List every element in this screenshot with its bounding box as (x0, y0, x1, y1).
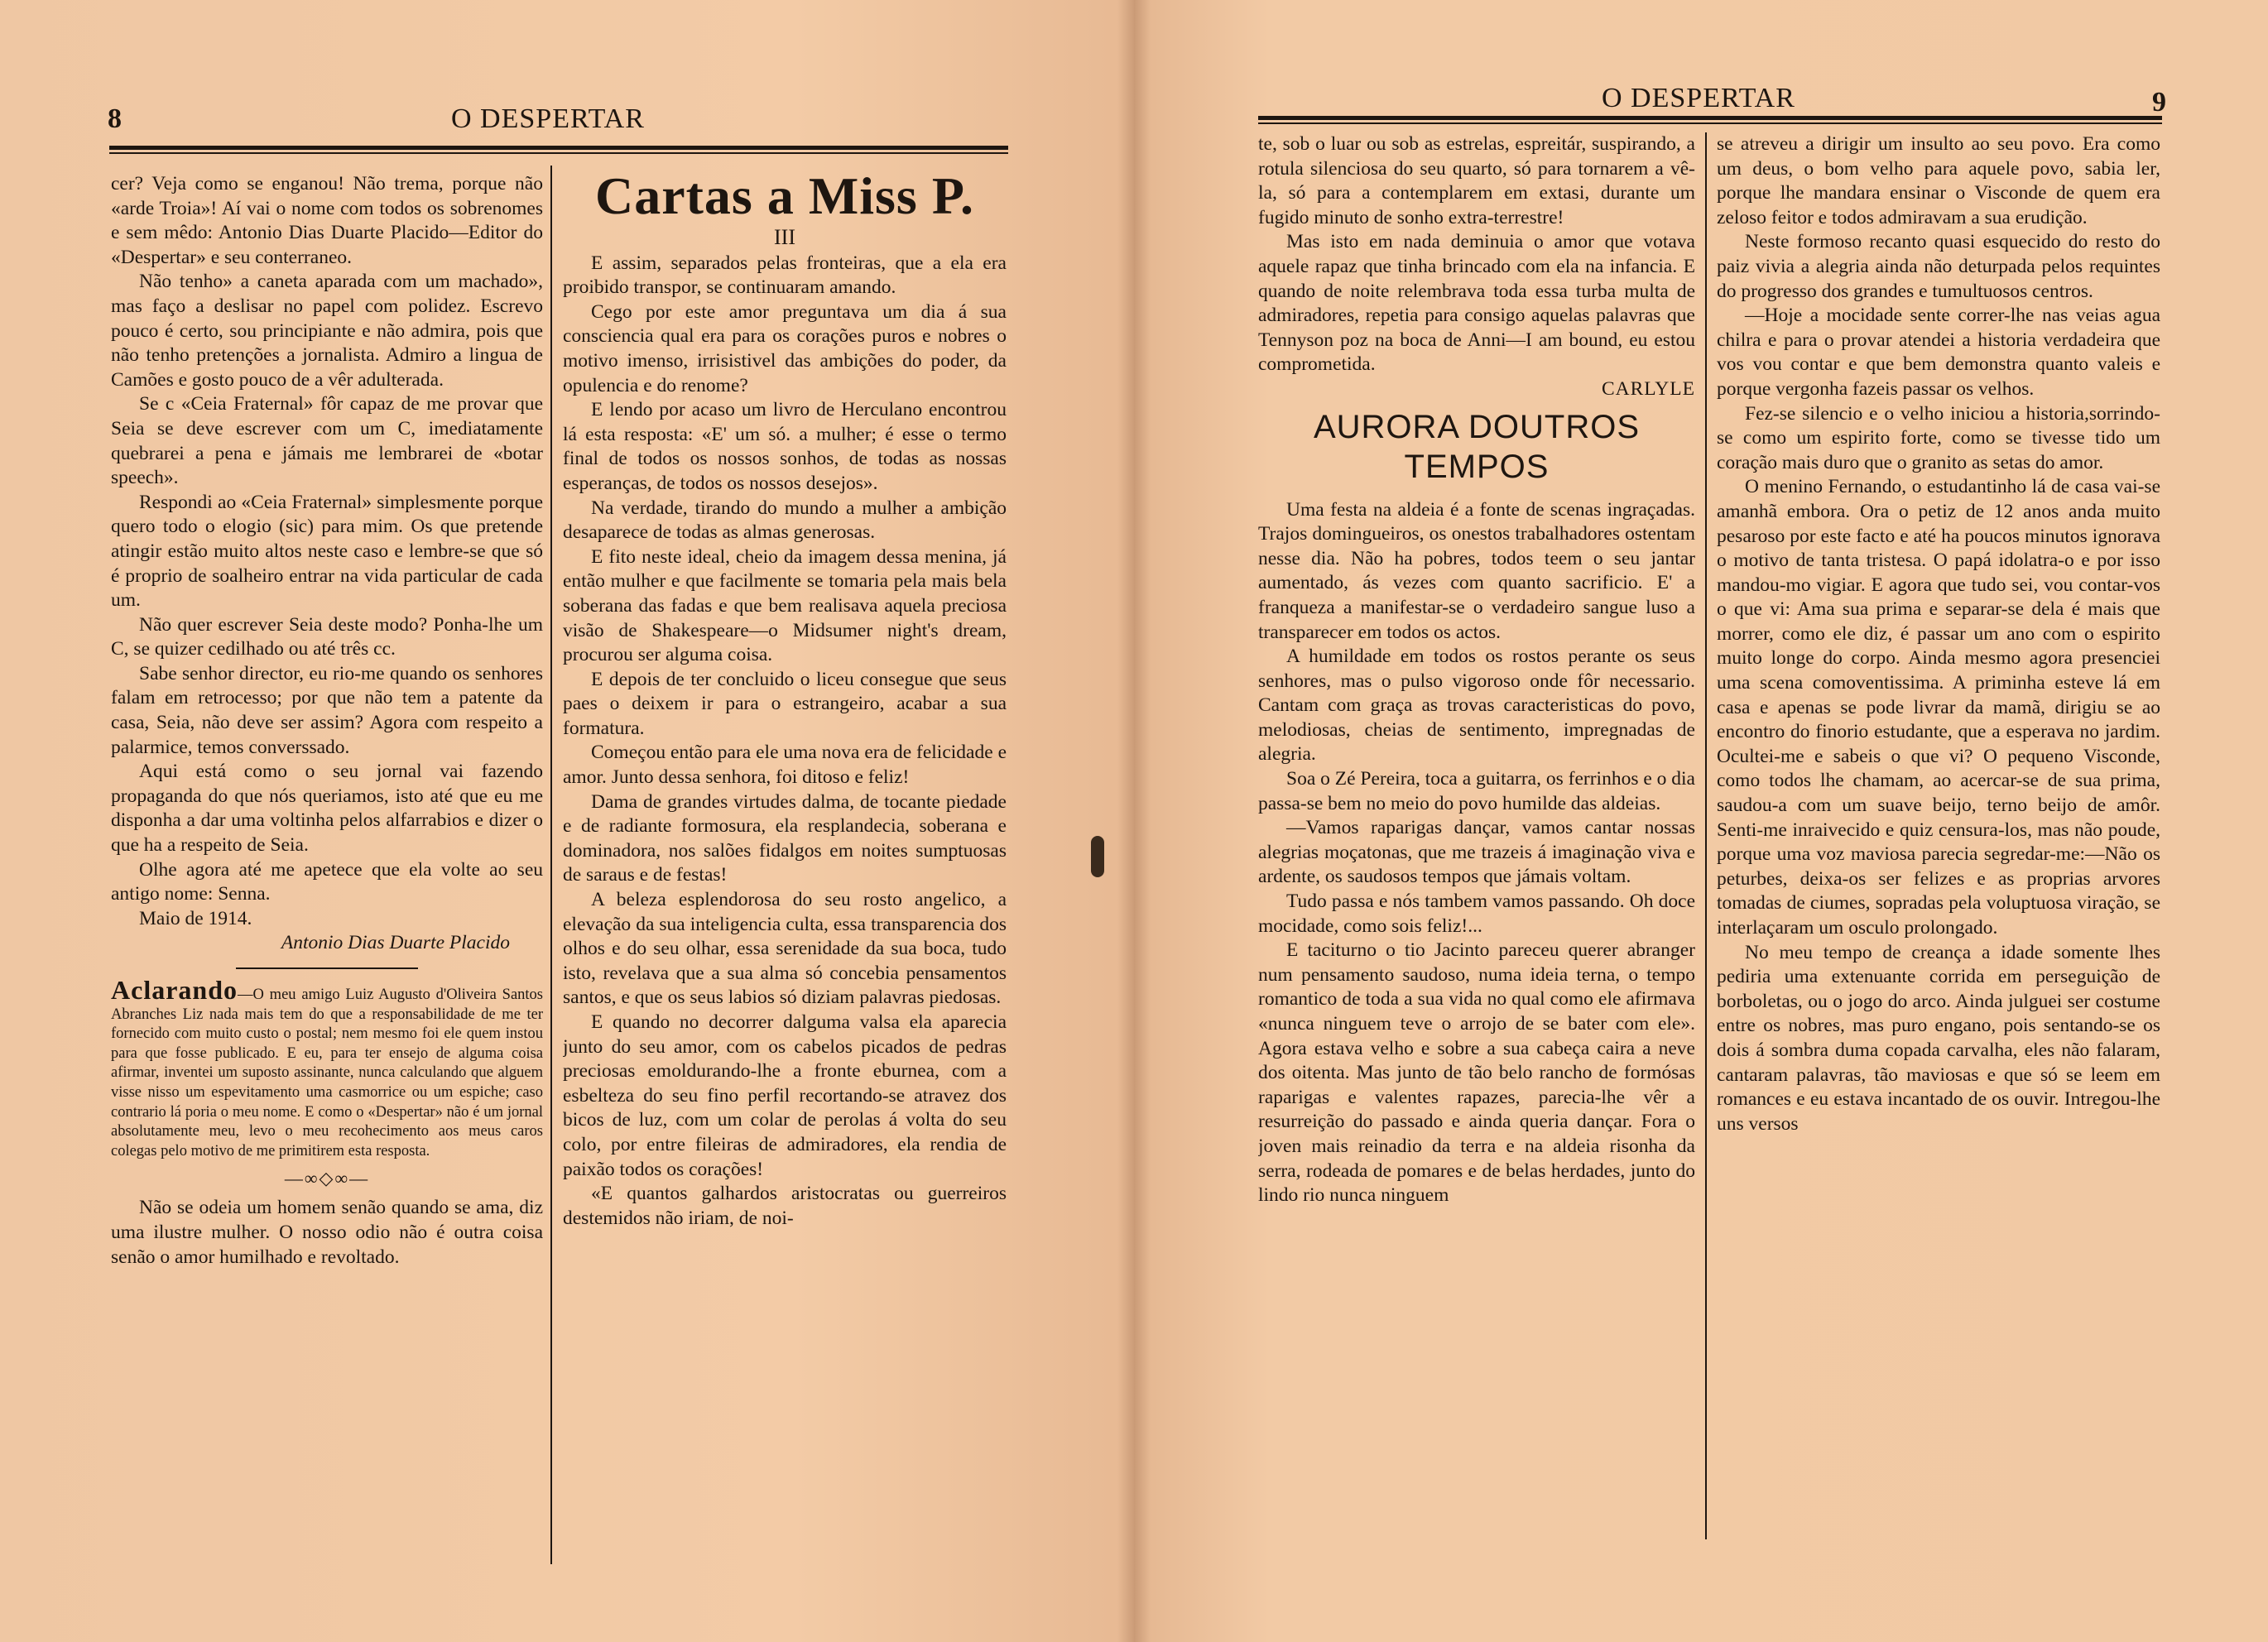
paragraph: Neste formoso recanto quasi esquecido do resto do paiz vivia a alegria ainda não deturpada pelos requintes do progresso dos grandes e tumultuosos centros. (1717, 231, 2160, 302)
paragraph: Se c «Ceia Fraternal» fôr capaz de me provar que Seia se deve escrever com um C, imediatamente quebrarei a pena e jámais me lembrarei de «botar speech». (111, 393, 543, 489)
section-number: III (774, 225, 795, 249)
right-column-1 (1258, 132, 1695, 1614)
paragraph: se atreveu a dirigir um insulto ao seu povo. Era como um deus, o bom velho para aquele povo, sabia ler, porque lhe mandara ensinar o Visconde de quem era zeloso feitor e todos admiravam a sua erudição. (1717, 133, 2160, 228)
aclarando-note (111, 975, 543, 1161)
paragraph: A humildade em todos os rostos perante os seus senhores, mas o pulso vigoroso onde fôr necessario. Cantam com graça as trovas caracteristicas do povo, melodiosas, cheias de sentimento, impregnadas de alegria. (1258, 646, 1695, 766)
page-number: 8 (108, 103, 122, 134)
binding-hole (1091, 836, 1104, 877)
paragraph: Não quer escrever Seia deste modo? Ponha-lhe um C, se quizer cedilhado ou até três cc. (111, 613, 543, 660)
paragraph: E taciturno o tio Jacinto pareceu querer abranger num pensamento saudoso, numa ideia terna, o tempo romantico de toda a sua vida no qual como ele afirmava «nunca ninguem teve o arrojo de se bater com ele». Agora estava velho e sobre a sua cabeça caira a neve dos oitenta. Mas junto de tão belo rancho de formósas raparigas e valentes rapazes, parecia-lhe vêr a resurreição do passado e ainda queria dançar. Fora o joven mais reinadio da terra e na aldeia risonha da serra, rodeada de pomares e de belas herdades, junto do lindo rio nunca ninguem (1258, 939, 1695, 1207)
paragraph: te, sob o luar ou sob as estrelas, espreitár, suspirando, a rotula silenciosa do seu quarto, só para tornarem a vê-la, só para a contemplarem em extasi, durante um fugido minuto de sonho extra-terrestre! (1258, 133, 1695, 228)
paragraph: O menino Fernando, o estudantinho lá de casa vai-se amanhã embora. Ora o petiz de 12 anos anda muito pesaroso por este facto e até ha poucos minutos ignorava o motivo de tanta tristesa. O papá idolatra-o e por isso mandou-mo vigiar. E agora que tudo sei, vou contar-vos o que vi: Ama sua prima e separar-se dela é mais que morrer, como ele diz, é passar um ano com o espirito muito longe do corpo. Ainda mesmo agora presenciei uma scena comoventissima. A priminha esteve lá em casa e apenas se pode livrar da mamã, dirigiu se ao encontro do finorio estudante, que a esperava no jardim. Ocultei-me e sabeis o que vi? O pequeno Visconde, como todos lhe chamam, ao acercar-se de sua prima, saudou-a com um suave beijo, terno beijo de amôr. Senti-me inraivecido e quiz censura-los, mas não poude, porque uma voz maviosa parecia segredar-me:—Não os peturbes, deixa-os ser felizes e as proprias arvores tomadas de ciumes, sopradas pela voluptuosa viração, se interlaçaram um osculo prolongado. (1717, 476, 2160, 939)
paragraph: Olhe agora até me apetece que ela volte ao seu antigo nome: Senna. (111, 858, 543, 905)
column-rule (1705, 132, 1707, 1539)
author-name: CARLYLE (1601, 377, 1695, 400)
paragraph: No meu tempo de creança a idade somente lhes pediria uma extenuante corrida em perseguição de borboletas, ou o jogo do arco. Ainda julguei ser costume entre os nobres, mas puro engano, pois sentando-se os dois á sombra duma copada carvalha, eles não falaram, cantaram palavras, tão maviosas e que só se leem em romances e eu estava incantado de os ouvir. Intregou-lhe uns versos (1717, 941, 2160, 1135)
paragraph: Não tenho» a caneta aparada com um machado», mas faço a deslisar no papel com polidez. Escrevo pouco é certo, sou principiante e não admira, pois que não tenho pretenções a jornalista. Admiro a lingua de Camões e gosto pouco de a vêr adulterada. (111, 271, 543, 391)
paragraph: Uma festa na aldeia é a fonte de scenas ingraçadas. Trajos domingueiros, os onestos trabalhadores ostentam nesse dia. Não ha pobres, todos teem o seu jantar aumentado, ás vezes com quanto sacrificio. E' a franqueza a manifestar-se o verdadeiro sangue luso a transparecer em todos os actos. (1258, 498, 1695, 643)
paragraph: Mas isto em nada deminuia o amor que votava aquele rapaz que tinha brincado com ela na infancia. E quando de noite relembrava toda essa turba multa de admiradores, repetia para consigo aquelas palavras que Tennyson poz na boca de Anni—I am bound, eu estou comprometida. (1258, 231, 1695, 376)
closing-paragraph: Não se odeia um homem senão quando se ama, diz uma ilustre mulher. O nosso odio não é outra coisa senão o amor humilhado e revoltado. (111, 1197, 543, 1268)
paragraph: Soa o Zé Pereira, toca a guitarra, os ferrinhos e o dia passa-se bem no meio do povo humilde das aldeias. (1258, 768, 1695, 814)
article-title: AURORA DOUTROS TEMPOS (1313, 408, 1641, 485)
right-column-2 (1717, 132, 2160, 1614)
paragraph: Fez-se silencio e o velho iniciou a historia,sorrindo-se como um espirito forte, como se tivesse tido um coração mais duro que o granito as setas do amor. (1717, 402, 2160, 473)
header-rule (109, 146, 1008, 154)
page-number: 9 (2152, 87, 2166, 118)
paragraph: «E quantos galhardos aristocratas ou guerreiros destemidos não iriam, de noi- (563, 1183, 1007, 1229)
paragraph: Aqui está como o seu jornal vai fazendo propaganda do que nós queriamos, isto até que eu me disponha a dar uma voltinha pelos alfarrabios e dizer o que ha a respeito de Seia. (111, 761, 543, 857)
paragraph: E fito neste ideal, cheio da imagem dessa menina, já então mulher e que facilmente se tomaria pela mais bela soberana das fadas e que bem realisava aquela preciosa visão de Shakespeare—o Midsumer night's dream, procurou ser alguma coisa. (563, 545, 1007, 666)
right-page (1134, 0, 2268, 1642)
running-head: O DESPERTAR (1602, 83, 1795, 113)
paragraph: Sabe senhor director, eu rio-me quando os senhores falam em retrocesso; por que não tem a patente da casa, Seia, não deve ser assim? Agora com respeito a palarmice, temos converssado. (111, 662, 543, 758)
paragraph: —Hoje a mocidade sente correr-lhe nas veias agua chilra e para o provar atendei a historia verdadeira que vos vou contar e que bem demonstra quanto valeis e porque vergonha fazeis passar os velhos. (1717, 305, 2160, 400)
paragraph: —Vamos raparigas dançar, vamos cantar nossas alegrias moçatonas, que me trazeis á imaginação viva e ardente, os saudosos tempos que jámais voltam. (1258, 817, 1695, 888)
paragraph: Respondi ao «Ceia Fraternal» simplesmente porque quero todo o elogio (sic) para mim. Os que pretende atingir estão muito altos neste caso e lembre-se que só é proprio de soalheiro entrar na vida particular de cada um. (111, 491, 543, 612)
attribution (1258, 377, 1695, 402)
paragraph: Tudo passa e nós tambem vamos passando. Oh doce mocidade, como sois feliz!... (1258, 891, 1695, 937)
divider (236, 967, 418, 969)
dateline: Maio de 1914. (139, 907, 252, 929)
aclarando-text: —O meu amigo Luiz Augusto d'Oliveira Santos Abranches Liz nada mais tem do que a responsabilidade de me ter fornecido com muito custo o postal; nem mesmo foi ele quem instou para que fosse publicado. E eu, para ter ensejo de alguma coisa afirmar, inventei um suposto assinante, nunca calculando que alguem visse nisso um espevitamento uma casmorrice ou um espiche; caso contrario lá poria o meu nome. E como o «Despertar» não é um jornal absolutamente meu, levo o meu recohecimento aos meus caros colegas pelo motivo de me primitirem esta resposta. (111, 987, 543, 1159)
paragraph: Na verdade, tirando do mundo a mulher a ambição desaparece de todas as almas generosas. (563, 497, 1007, 544)
signature: Antonio Dias Duarte Placido (281, 932, 510, 954)
running-head: O DESPERTAR (451, 103, 645, 134)
paragraph: E quando no decorrer dalguma valsa ela aparecia junto do seu amor, com os cabelos picados de pedras preciosas emoldurando-lhe a fronte eburnea, com a esbelteza do seu fino perfil recortando-se atravez dos bicos de luz, com um colar de perolas á volta do seu colo, por entre fileiras de admiradores, ela rendia de paixão todos os corações! (563, 1011, 1007, 1180)
paragraph: E depois de ter concluido o liceu consegue que seus paes o deixem ir para o estrangeiro, acabar a sua formatura. (563, 668, 1007, 739)
ornament-divider: —∞◇∞— (284, 1168, 370, 1189)
column-rule (550, 166, 552, 1564)
paragraph: E lendo por acaso um livro de Herculano encontrou lá esta resposta: «E' um só. a mulher; é esse o termo final de todos os nossos sonhos, de todas as nossas esperanças, de todos os nossos desejos». (563, 399, 1007, 494)
left-column-2 (563, 167, 1007, 1607)
aclarando-lead: Aclarando (111, 975, 238, 1005)
left-column-1 (111, 172, 543, 1604)
paragraph: Dama de grandes virtudes dalma, de tocante piedade e de radiante formosura, ela resplandecia, soberana e dominadora, nos salões fidalgos em noites sumptuosas de saraus e de festas! (563, 790, 1007, 886)
paragraph: Começou então para ele uma nova era de felicidade e amor. Junto dessa senhora, foi ditoso e feliz! (563, 742, 1007, 789)
header-rule (1258, 116, 2162, 124)
paragraph: Cego por este amor preguntava um dia á sua consciencia qual era para os corações puros e nobres o motivo imenso, irrisistivel das ambições do poder, da opulencia e do renome? (563, 300, 1007, 396)
paragraph: cer? Veja como se enganou! Não trema, porque não «arde Troia»! Aí vai o nome com todos os sobrenomes e sem mêdo: Antonio Dias Duarte Placido—Editor do «Despertar» e seu conterraneo. (111, 173, 543, 268)
paragraph: E assim, separados pelas fronteiras, que a ela era proibido transpor, se continuaram amando. (563, 252, 1007, 299)
article-title: Cartas a Miss P. (594, 167, 975, 225)
paragraph: A beleza esplendorosa do seu rosto angelico, a elevação da sua inteligencia culta, essa transparencia dos olhos e do seu olhar, essa serenidade da sua boca, tudo isto, revelava que a sua alma só concebia pensamentos santos, e que os seus labios só diziam palavras piedosas. (563, 889, 1007, 1009)
book-gutter (1117, 0, 1151, 1642)
